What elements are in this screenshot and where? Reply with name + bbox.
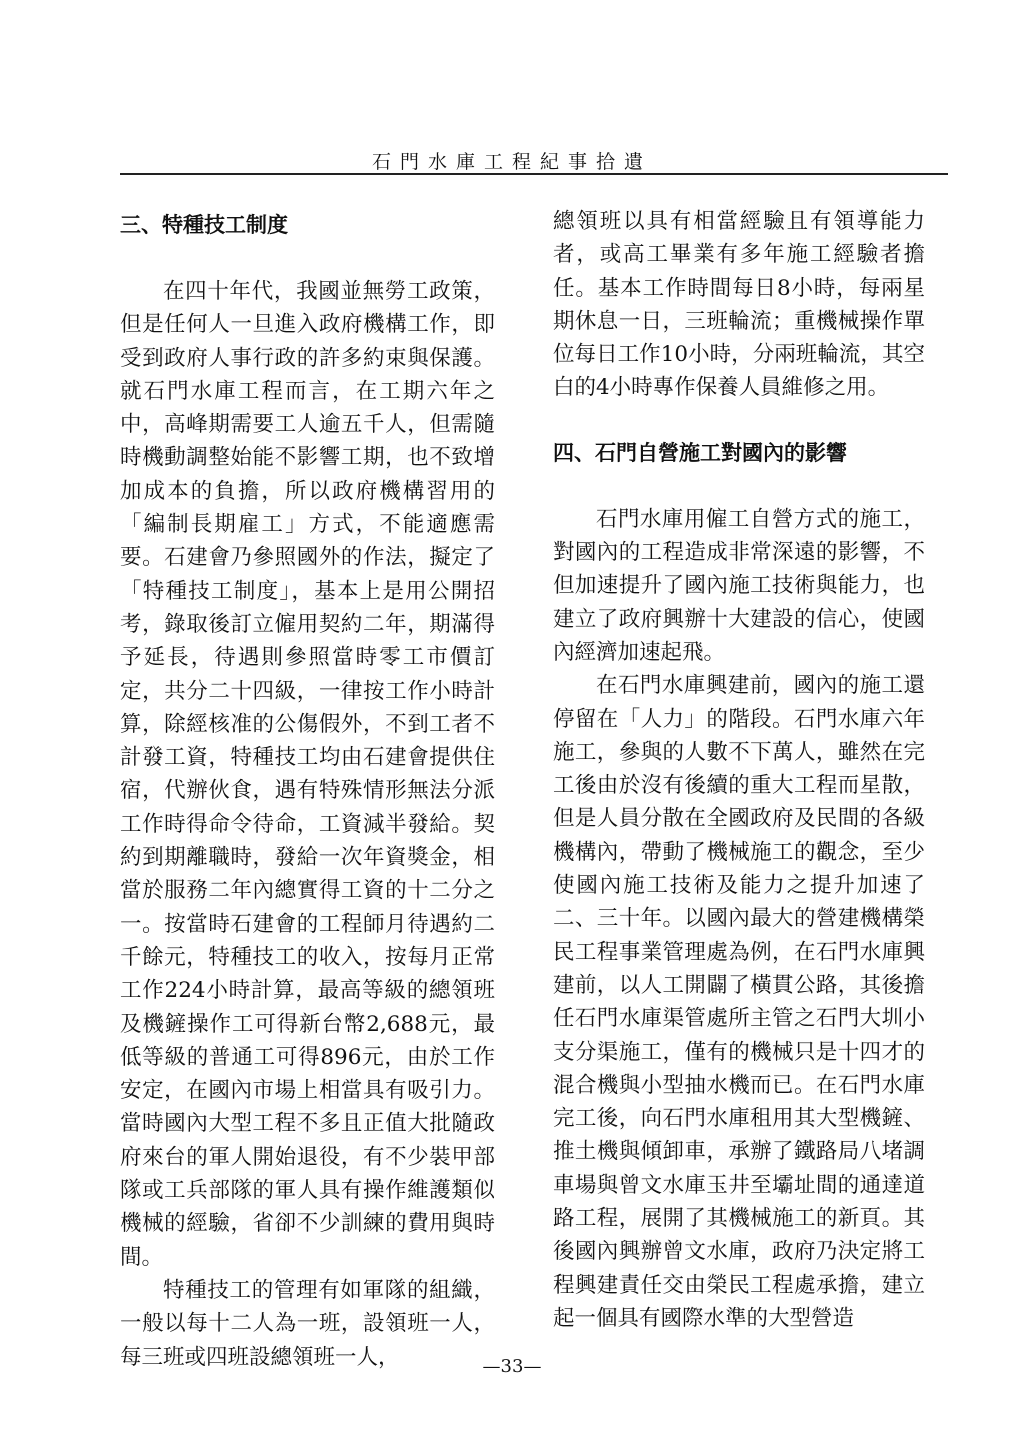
running-head: 石門水庫工程紀事拾遺 — [371, 151, 652, 173]
left-column — [120, 205, 495, 1374]
paragraph: 石門水庫用僱工自營方式的施工，對國內的工程造成非常深遠的影響，不但加速提升了國內施工技術與能力，也建立了政府興辦十大建設的信心，使國內經濟加速起飛。 — [553, 506, 925, 665]
paragraph-continuation: 總領班以具有相當經驗且有領導能力者，或高工畢業有多年施工經驗者擔任。基本工作時間每日8小時，每兩星期休息一日，三班輪流；重機械操作單位每日工作10小時，分兩班輪流，其空白的4小時專作保養人員維修之用。 — [553, 209, 925, 401]
header-rule — [120, 173, 948, 175]
paragraph: 在四十年代，我國並無勞工政策，但是任何人一旦進入政府機構工作，即受到政府人事行政的許多約束與保護。就石門水庫工程而言，在工期六年之中，高峰期需要工人逾五千人，但需隨時機動調整始能不影響工期，也不致增加成本的負擔，所以政府機構習用的「編制長期雇工」方式，不能適應需要。石建會乃參照國外的作法，擬定了「特種技工制度」，基本上是用公開招考，錄取後訂立僱用契約二年，期滿得予延長，待遇則參照當時零工市價訂定，共分二十四級，一律按工作小時計算，除經核准的公傷假外，不到工者不計發工資，特種技工均由石建會提供住宿，代辦伙食，遇有特殊情形無法分派工作時得命令待命，工資減半發給。契約到期離職時，發給一次年資獎金，相當於服務二年內總實得工資的十二分之一。按當時石建會的工程師月待遇約二千餘元，特種技工的收入，按每月正常工作224小時計算，最高等級的總領班及機鏟操作工可得新台幣2,688元，最低等級的普通工可得896元，由於工作安定，在國內市場上相當具有吸引力。當時國內大型工程不多且正值大批隨政府來台的軍人開始退役，有不少裝甲部隊或工兵部隊的軍人具有操作維護類似機械的經驗，省卻不少訓練的費用與時間。 — [120, 279, 495, 1270]
right-column — [553, 205, 925, 1335]
page-number: —33— — [482, 1356, 542, 1377]
section-heading-4: 四、石門自營施工對國內的影響 — [553, 440, 847, 465]
section-heading-3: 三、特種技工制度 — [120, 213, 288, 237]
paragraph: 特種技工的管理有如軍隊的組織，一般以每十二人為一班，設領班一人，每三班或四班設總領班一人， — [120, 1277, 495, 1370]
paragraph: 在石門水庫興建前，國內的施工還停留在「人力」的階段。石門水庫六年施工，參與的人數不下萬人，雖然在完工後由於沒有後續的重大工程而星散，但是人員分散在全國政府及民間的各級機構內，帶動了機械施工的觀念，至少使國內施工技術及能力之提升加速了二、三十年。以國內最大的營建機構榮民工程事業管理處為例，在石門水庫興建前，以人工開闢了橫貫公路，其後擔任石門水庫渠管處所主管之石門大圳小支分渠施工，僅有的機械只是十四才的混合機與小型抽水機而已。在石門水庫完工後，向石門水庫租用其大型機鏟、推土機與傾卸車，承辦了鐵路局八堵調車場與曾文水庫玉井至壩址間的通達道路工程，展開了其機械施工的新頁。其後國內興辦曾文水庫，政府乃決定將工程興建責任交由榮民工程處承擔，建立起一個具有國際水準的大型營造 — [553, 673, 925, 1331]
